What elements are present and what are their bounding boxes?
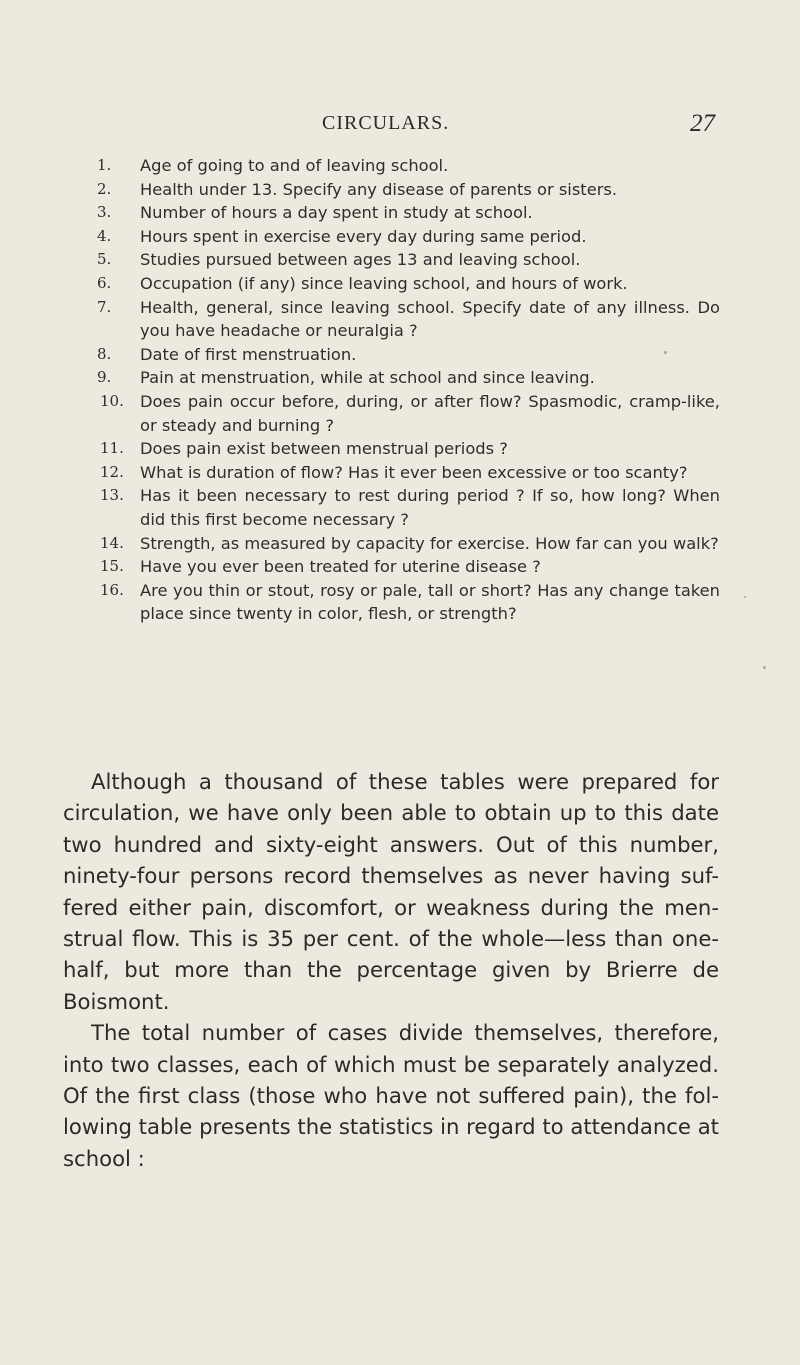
question-number: 7. [97, 297, 112, 316]
question-item [100, 555, 720, 579]
question-item [97, 366, 720, 390]
question-item [97, 296, 720, 343]
page-header [0, 112, 800, 142]
question-text: Hours spent in exercise every day during same period. [140, 226, 587, 246]
question-text: Age of going to and of leaving school. [140, 156, 449, 175]
question-text: Strength, as measured by capacity for exercise. How far can you walk? [140, 533, 719, 553]
question-text: Does pain exist between menstrual periods ? [140, 439, 508, 459]
question-number: 3. [97, 203, 112, 222]
question-item [97, 201, 720, 225]
question-item [97, 272, 720, 296]
question-text: Are you thin or stout, rosy or pale, tall or short? Has any change taken place since twenty in color, flesh, or strength? [140, 580, 720, 624]
paper-speck [763, 666, 766, 669]
question-item [100, 461, 720, 485]
question-number: 16. [100, 580, 124, 599]
question-number: 4. [97, 226, 112, 245]
running-head: CIRCULARS. [322, 112, 450, 134]
question-number: 12. [100, 462, 124, 481]
question-number: 1. [97, 156, 112, 174]
question-number: 5. [97, 250, 112, 269]
question-text: What is duration of flow? Has it ever been excessive or too scanty? [140, 462, 688, 482]
question-item [97, 343, 720, 367]
question-text: Has it been necessary to rest during period ? If so, how long? When did this first become necessary ? [140, 486, 720, 529]
question-text: Have you ever been treated for uterine disease ? [140, 557, 541, 577]
question-number: 15. [100, 557, 124, 576]
questionnaire-list [97, 154, 720, 626]
page-number: 27 [690, 110, 715, 137]
question-number: 14. [100, 533, 124, 552]
question-number: 13. [100, 486, 124, 505]
body-text [63, 766, 719, 1174]
paragraph: The total number of cases divide themselves, therefore, into two classes, each of which must be separately analyzed. Of the first class (those who have not suffered pain), the fol-lowing table presents the statistics in regard to attendance at school : [63, 1020, 719, 1171]
question-number: 9. [97, 368, 112, 387]
paragraph: Although a thousand of these tables were prepared for circulation, we have only been able to obtain up to this date two hundred and sixty-eight answers. Out of this number, ninety-four persons record themselves as never having suf-fered either pain, discomfort, or weakness during the men-strual flow. This is 35 per cent. of the whole—less than one-half, but more than the percentage given by Brierre de Boismont. [63, 769, 719, 1014]
question-item [97, 178, 720, 202]
question-text: Studies pursued between ages 13 and leaving school. [140, 250, 581, 270]
question-text: Health, general, since leaving school. Specify date of any illness. Do you have headache or neuralgia ? [140, 297, 720, 341]
question-item [97, 248, 720, 272]
paper-speck [664, 351, 667, 354]
question-item [100, 437, 720, 461]
paper-speck [744, 596, 746, 598]
question-text: Pain at menstruation, while at school and since leaving. [140, 368, 595, 388]
question-number: 2. [97, 179, 112, 198]
question-text: Date of first menstruation. [140, 344, 357, 364]
question-text: Health under 13. Specify any disease of parents or sisters. [140, 179, 618, 199]
question-item [100, 532, 720, 556]
question-number: 11. [100, 439, 124, 458]
question-text: Number of hours a day spent in study at school. [140, 203, 533, 223]
question-item [100, 579, 720, 626]
question-item [100, 484, 720, 531]
question-text: Occupation (if any) since leaving school, and hours of work. [140, 273, 628, 293]
question-number: 8. [97, 344, 112, 363]
question-number: 6. [97, 273, 112, 292]
question-item [100, 390, 720, 437]
question-item [97, 154, 720, 178]
question-number: 10. [100, 391, 124, 410]
question-text: Does pain occur before, during, or after flow? Spasmodic, cramp-like, or steady and burning ? [140, 391, 720, 435]
question-item [97, 225, 720, 249]
